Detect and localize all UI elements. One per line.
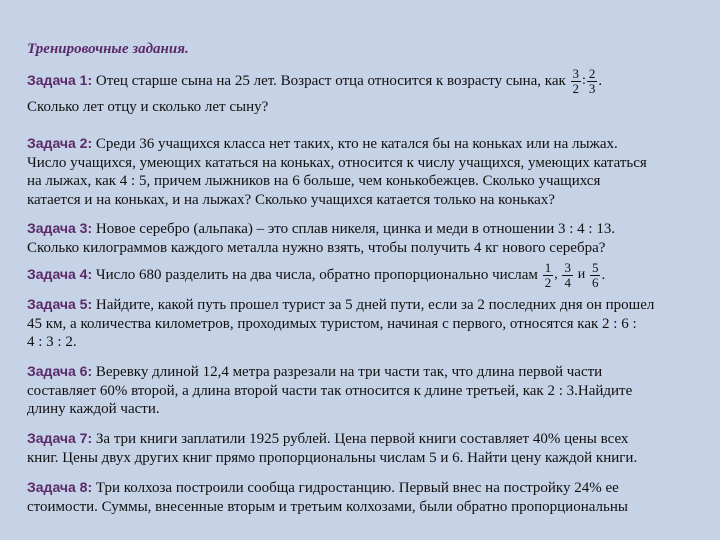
fraction-numerator: 5 bbox=[591, 260, 599, 275]
task-2-line-3: на лыжах, как 4 : 5, причем лыжников на 6 больше, чем конькобежцев. Сколько учащихся bbox=[27, 173, 601, 189]
task-5-line-2: 45 км, а количества километров, проходимых туристом, начиная с первого, относятся как 2 : 6 : bbox=[27, 315, 637, 332]
task-1 bbox=[27, 67, 707, 117]
task-3 bbox=[27, 219, 707, 257]
task-1-fraction-1 bbox=[571, 67, 582, 96]
connector-and: и bbox=[577, 267, 586, 283]
fraction-numerator: 1 bbox=[544, 260, 552, 275]
task-2-line-2: Число учащихся, умеющих кататься на коньках, относится к числу учащихся, умеющих кататься bbox=[27, 154, 647, 171]
task-2-line-1 bbox=[27, 134, 707, 154]
task-6-line-1 bbox=[27, 362, 707, 382]
fraction-denominator: 2 bbox=[572, 81, 580, 96]
ratio-separator: : bbox=[582, 73, 586, 89]
task-5-line-3: 4 : 3 : 2. bbox=[27, 334, 77, 350]
task-7-text: За три книги заплатили 1925 рублей. Цена первой книги составляет 40% цены всех bbox=[95, 431, 629, 447]
task-8-label: Задача 8: bbox=[27, 479, 93, 495]
fraction-denominator: 2 bbox=[544, 275, 552, 290]
task-2 bbox=[27, 134, 707, 209]
fraction-numerator: 3 bbox=[564, 260, 571, 275]
fraction-numerator: 3 bbox=[572, 66, 580, 81]
task-4-label: Задача 4: bbox=[27, 265, 93, 282]
task-3-line-2: Сколько килограммов каждого металла нужно взять, чтобы получить 4 кг нового серебра? bbox=[27, 239, 606, 256]
task-5 bbox=[27, 295, 707, 352]
task-5-line-1 bbox=[27, 295, 707, 315]
task-6-text: Веревку длиной 12,4 метра разрезали на три части так, что длина первой части bbox=[95, 364, 603, 380]
task-7-line-2: книг. Цены двух других книг прямо пропорциональны числам 5 и 6. Найти цену каждой книги. bbox=[27, 449, 638, 466]
task-2-text: Среди 36 учащихся класса нет таких, кто не катался бы на коньках или на лыжах. bbox=[95, 136, 618, 152]
task-5-label: Задача 5: bbox=[27, 296, 93, 312]
task-7 bbox=[27, 429, 707, 467]
task-3-line-1 bbox=[27, 219, 707, 239]
task-3-text: Новое серебро (альпака) – это сплав никеля, цинка и меди в отношении 3 : 4 : 13. bbox=[95, 221, 616, 237]
task-1-fraction-2 bbox=[587, 67, 598, 96]
task-1-text: Отец старше сына на 25 лет. Возраст отца относится к возрасту сына, как bbox=[95, 72, 566, 89]
task-6-line-3: длину каждой части. bbox=[27, 401, 160, 417]
task-4 bbox=[27, 261, 707, 290]
task-4-fraction-2 bbox=[562, 261, 573, 290]
connector-comma: , bbox=[554, 267, 558, 283]
task-1-line-2: Сколько лет отцу и сколько лет сыну? bbox=[27, 99, 269, 115]
task-8-line-2: стоимости. Суммы, внесенные вторым и третьим колхозами, были обратно пропорциональны bbox=[27, 498, 628, 515]
task-8-line-1 bbox=[27, 478, 707, 498]
task-5-text: Найдите, какой путь прошел турист за 5 дней пути, если за 2 последних дня он прошел bbox=[95, 297, 655, 313]
task-2-line-4: катается и на коньках, и на лыжах? Сколько учащихся катается только на коньках? bbox=[27, 191, 555, 208]
task-1-line-1 bbox=[27, 67, 707, 96]
task-4-fraction-3 bbox=[590, 261, 601, 290]
task-3-label: Задача 3: bbox=[27, 220, 93, 236]
task-1-period: . bbox=[598, 72, 603, 89]
task-6 bbox=[27, 362, 707, 419]
page-title: Тренировочные задания. bbox=[27, 41, 189, 57]
task-6-line-2: составляет 60% второй, а длина второй части так относится к длине третьей, как 2 : 3.Найдите bbox=[27, 382, 633, 399]
task-4-period: . bbox=[601, 266, 606, 283]
task-1-label: Задача 1: bbox=[27, 71, 93, 88]
task-8-text: Три колхоза построили сообща гидростанцию. Первый внес на постройку 24% ее bbox=[95, 480, 619, 496]
task-8 bbox=[27, 478, 707, 516]
fraction-denominator: 6 bbox=[591, 275, 599, 290]
task-4-fraction-1 bbox=[543, 261, 554, 290]
fraction-denominator: 3 bbox=[588, 81, 596, 96]
task-4-text: Число 680 разделить на два числа, обратно пропорционально числам bbox=[95, 266, 538, 283]
task-7-label: Задача 7: bbox=[27, 430, 93, 446]
fraction-numerator: 2 bbox=[588, 66, 596, 81]
task-6-label: Задача 6: bbox=[27, 363, 93, 379]
task-2-label: Задача 2: bbox=[27, 135, 93, 151]
task-7-line-1 bbox=[27, 429, 707, 449]
fraction-denominator: 4 bbox=[564, 275, 571, 290]
